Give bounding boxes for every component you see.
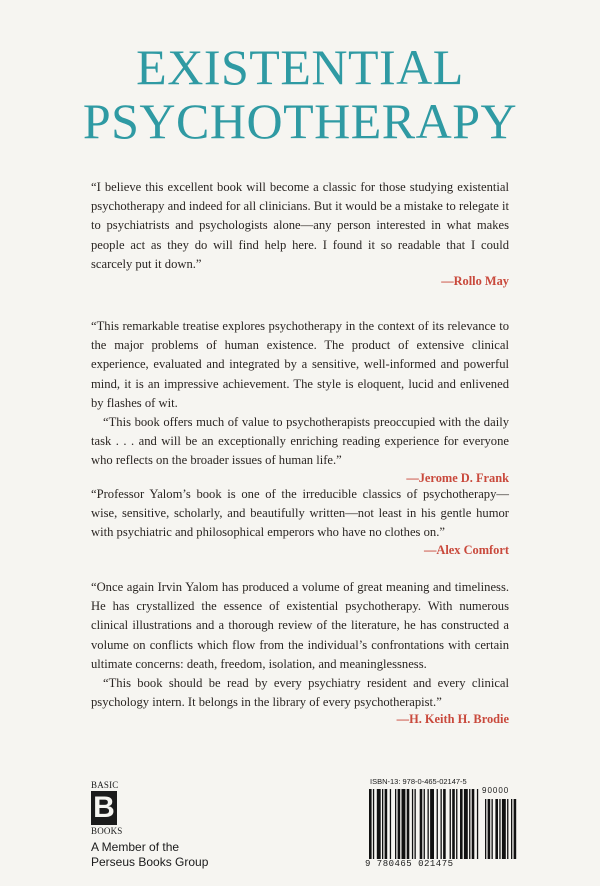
barcode-bar bbox=[382, 789, 383, 859]
barcode-bar bbox=[464, 789, 468, 859]
barcode-bar bbox=[385, 789, 388, 859]
quote-paragraph: “This book offers much of value to psychotherapists preoccupied with the daily task . . . and will be an exceptionally enriching reading experience for everyone who reflects on the broader issues of human life.” bbox=[91, 415, 509, 468]
barcode-bar bbox=[469, 789, 470, 859]
barcode-bar bbox=[402, 789, 406, 859]
barcode-bar bbox=[424, 789, 425, 859]
barcode-bar bbox=[412, 789, 413, 859]
barcode-bar bbox=[430, 789, 434, 859]
publisher-membership bbox=[91, 840, 208, 870]
barcode-bar bbox=[499, 799, 500, 859]
barcode-bar bbox=[443, 789, 446, 859]
barcode-bar bbox=[460, 789, 463, 859]
isbn-label: ISBN-13: 978-0-465-02147-5 bbox=[370, 777, 467, 786]
quote-paragraph: “This book should be read by every psychiatry resident and every clinical psychology intern. It belongs in the library of every psychotherapist.” bbox=[91, 676, 509, 710]
title-line-2: PSYCHOTHERAPY bbox=[82, 93, 518, 149]
barcode-bar bbox=[477, 789, 478, 859]
barcode-bar bbox=[502, 799, 506, 859]
endorsement-keith-brodie bbox=[91, 578, 509, 728]
quote-attribution: —Alex Comfort bbox=[424, 542, 509, 557]
barcode-bar bbox=[492, 799, 493, 859]
barcode-bar bbox=[511, 799, 512, 859]
logo-b-mark: B bbox=[91, 791, 117, 825]
logo-top-text: BASIC bbox=[91, 780, 119, 790]
quote-attribution: —Rollo May bbox=[441, 274, 509, 289]
barcode-bar bbox=[472, 789, 475, 859]
barcode-bar bbox=[488, 799, 491, 859]
barcode-bar bbox=[452, 789, 455, 859]
barcode-bar bbox=[441, 789, 442, 859]
barcode-bar bbox=[373, 789, 374, 859]
price-code: 90000 bbox=[482, 786, 510, 795]
quote-paragraph: “Professor Yalom’s book is one of the irreducible classics of psychotherapy—wise, sensitive, scholarly, and beautifully written—not least in his gentle humor with psychiatric and philosophical emperors who have no clothes on.” bbox=[91, 487, 509, 540]
endorsement-alex-comfort bbox=[91, 485, 509, 559]
barcode-bar bbox=[450, 789, 451, 859]
barcode-bar bbox=[514, 799, 517, 859]
barcode-bar bbox=[377, 789, 381, 859]
barcode-bar bbox=[456, 789, 457, 859]
quote-attribution: —H. Keith H. Brodie bbox=[396, 712, 509, 727]
barcode-bar bbox=[390, 789, 391, 859]
barcode-bar bbox=[415, 789, 416, 859]
barcode-bar bbox=[369, 789, 372, 859]
member-line-2: Perseus Books Group bbox=[91, 855, 209, 869]
endorsement-jerome-frank bbox=[91, 317, 509, 487]
logo-bottom-text: BOOKS bbox=[91, 826, 123, 836]
book-title bbox=[0, 40, 600, 148]
barcode-bar bbox=[507, 799, 508, 859]
barcode-bar bbox=[398, 789, 401, 859]
barcode-bar bbox=[495, 799, 498, 859]
basic-books-logo bbox=[91, 780, 121, 836]
barcode-bar bbox=[428, 789, 429, 859]
barcode-bar bbox=[485, 799, 486, 859]
barcode-bar bbox=[407, 789, 410, 859]
quote-paragraph: “I believe this excellent book will become a classic for those studying existential psychotherapy and indeed for all clinicians. But it would be a mistake to relegate it to psychiatrists and psychologists alone—any person interested in what makes people act as they do will find help here. I found it so readable that I could scarcely put it down.” bbox=[91, 180, 509, 271]
quote-paragraph: “This remarkable treatise explores psychotherapy in the context of its relevance to the major problems of human existence. The product of extensive clinical experience, evaluated and integrated by a sensitive, well-informed and powerful mind, it is an impressive achievement. The style is eloquent, lucid and enlivened by flashes of wit. bbox=[91, 319, 509, 410]
barcode-bar bbox=[437, 789, 438, 859]
title-line-1: EXISTENTIAL bbox=[136, 39, 464, 95]
endorsement-rollo-may bbox=[91, 178, 509, 290]
barcode-number: 9 780465 021475 bbox=[365, 859, 454, 869]
barcode-bars-icon bbox=[367, 789, 519, 859]
barcode-bar bbox=[395, 789, 396, 859]
member-line-1: A Member of the bbox=[91, 840, 180, 854]
quote-paragraph: “Once again Irvin Yalom has produced a volume of great meaning and timeliness. He has crystallized the essence of existential psychotherapy. With numerous clinical illustrations and a thorough review of the literature, he has constructed a volume on conflicts which flow from the individual’s confrontations with certain ultimate concerns: death, freedom, isolation, and meaninglessness. bbox=[91, 580, 509, 671]
quote-attribution: —Jerome D. Frank bbox=[406, 470, 509, 485]
barcode-bar bbox=[420, 789, 423, 859]
